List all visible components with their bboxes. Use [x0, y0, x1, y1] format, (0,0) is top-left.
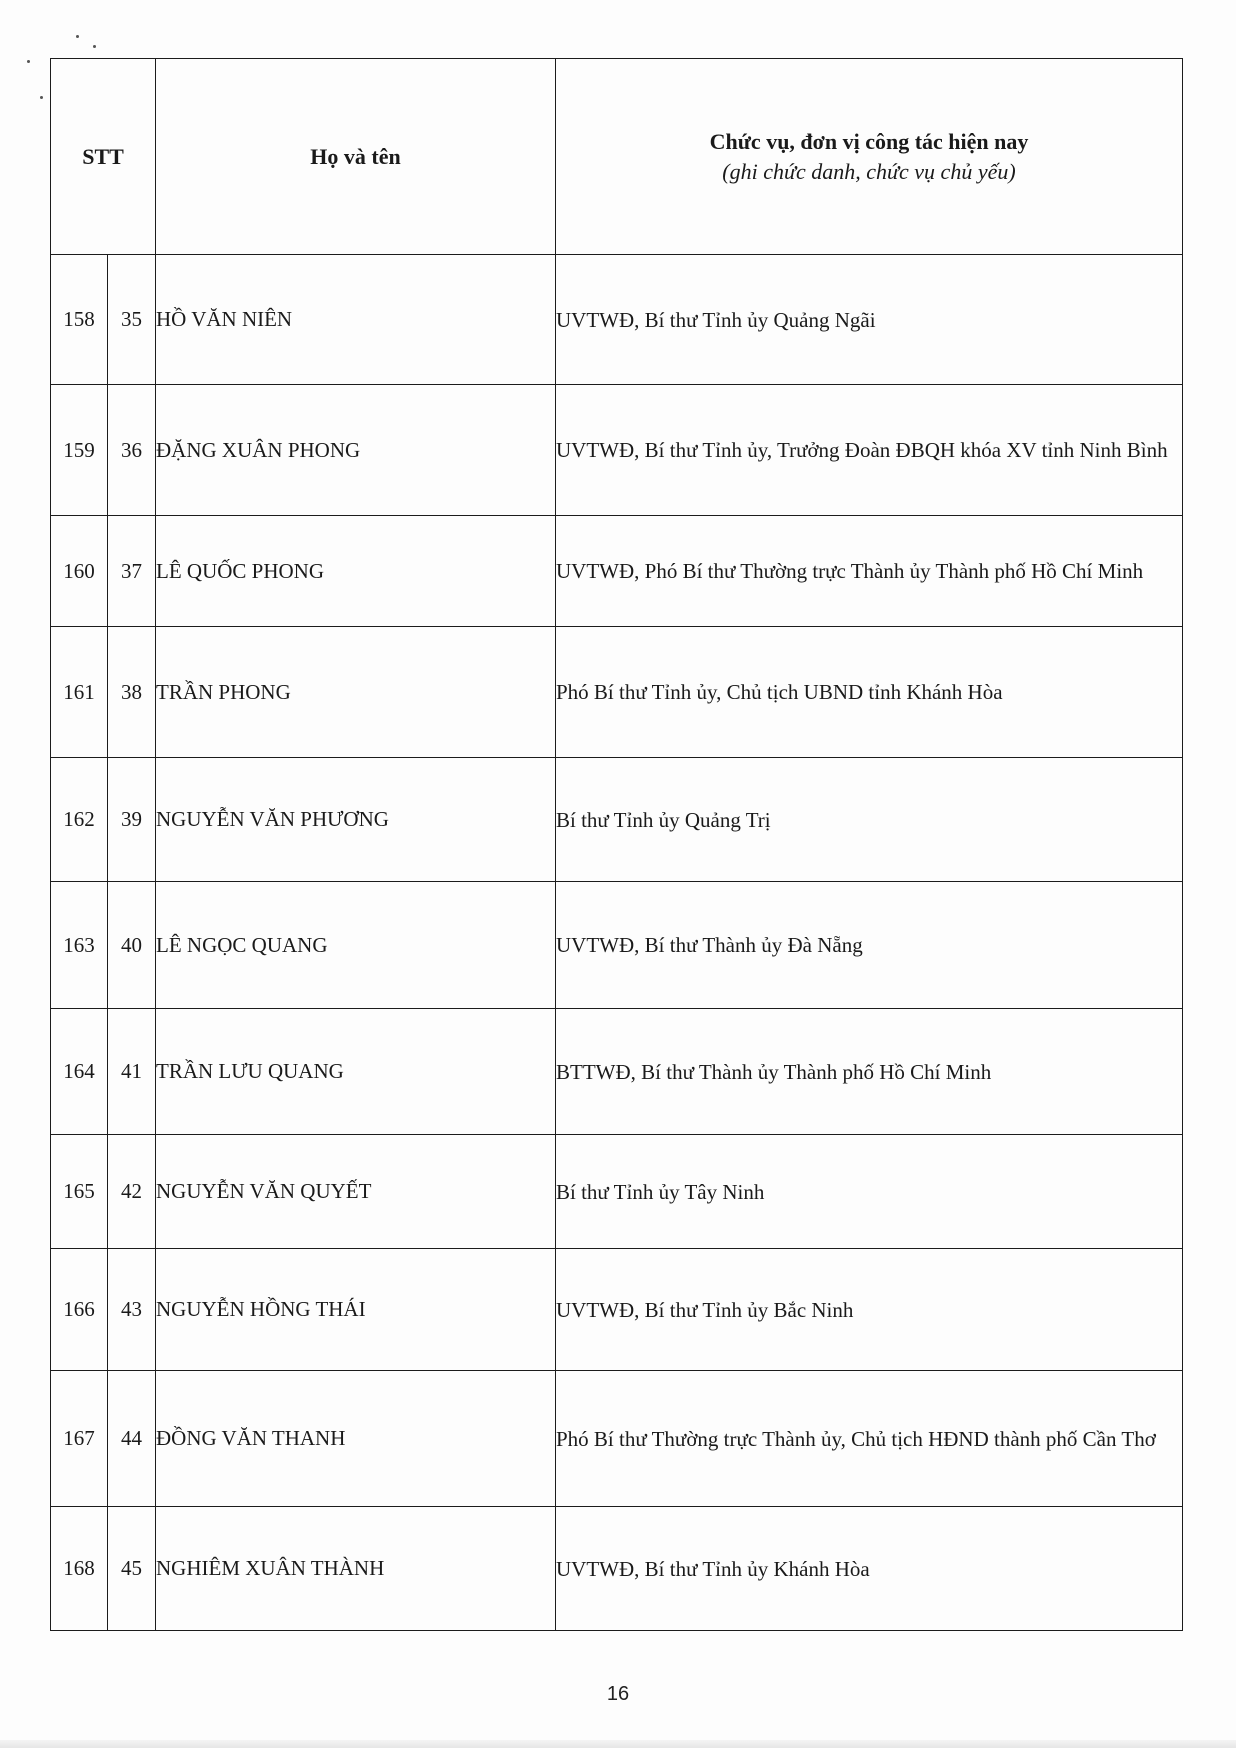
personnel-table — [50, 58, 1183, 1631]
table-row — [51, 882, 1183, 1009]
row-stt: 165 — [51, 1135, 108, 1249]
row-stt: 167 — [51, 1371, 108, 1507]
table-row — [51, 1507, 1183, 1631]
row-name: ĐỒNG VĂN THANH — [156, 1371, 556, 1507]
row-stt: 160 — [51, 516, 108, 627]
table-row — [51, 385, 1183, 516]
header-position — [556, 59, 1183, 255]
row-sub-number: 43 — [108, 1249, 156, 1371]
row-position: UVTWĐ, Bí thư Thành ủy Đà Nẵng — [556, 882, 1183, 1009]
row-position: UVTWĐ, Bí thư Tỉnh ủy Bắc Ninh — [556, 1249, 1183, 1371]
row-sub-number: 42 — [108, 1135, 156, 1249]
row-name: LÊ NGỌC QUANG — [156, 882, 556, 1009]
header-stt: STT — [51, 59, 156, 255]
row-position: UVTWĐ, Bí thư Tỉnh ủy Quảng Ngãi — [556, 255, 1183, 385]
scan-speck — [76, 35, 79, 38]
row-name: NGUYỄN VĂN PHƯƠNG — [156, 758, 556, 882]
row-position: UVTWĐ, Bí thư Tỉnh ủy, Trưởng Đoàn ĐBQH khóa XV tỉnh Ninh Bình — [556, 385, 1183, 516]
table-row — [51, 516, 1183, 627]
scan-speck — [93, 45, 96, 48]
row-stt: 166 — [51, 1249, 108, 1371]
row-name: TRẦN LƯU QUANG — [156, 1009, 556, 1135]
scan-speck — [40, 96, 43, 99]
table-row — [51, 1371, 1183, 1507]
row-name: ĐẶNG XUÂN PHONG — [156, 385, 556, 516]
row-sub-number: 44 — [108, 1371, 156, 1507]
row-sub-number: 45 — [108, 1507, 156, 1631]
row-stt: 159 — [51, 385, 108, 516]
row-position: UVTWĐ, Bí thư Tỉnh ủy Khánh Hòa — [556, 1507, 1183, 1631]
row-name: NGHIÊM XUÂN THÀNH — [156, 1507, 556, 1631]
row-position: Bí thư Tỉnh ủy Quảng Trị — [556, 758, 1183, 882]
row-sub-number: 40 — [108, 882, 156, 1009]
row-name: HỒ VĂN NIÊN — [156, 255, 556, 385]
row-position: Bí thư Tỉnh ủy Tây Ninh — [556, 1135, 1183, 1249]
row-stt: 162 — [51, 758, 108, 882]
table-header-row — [51, 59, 1183, 255]
row-sub-number: 41 — [108, 1009, 156, 1135]
row-position: Phó Bí thư Thường trực Thành ủy, Chủ tịch HĐND thành phố Cần Thơ — [556, 1371, 1183, 1507]
row-stt: 158 — [51, 255, 108, 385]
row-sub-number: 38 — [108, 627, 156, 758]
table-row — [51, 1135, 1183, 1249]
row-sub-number: 37 — [108, 516, 156, 627]
row-position: Phó Bí thư Tỉnh ủy, Chủ tịch UBND tỉnh Khánh Hòa — [556, 627, 1183, 758]
scan-bottom-edge — [0, 1740, 1236, 1748]
row-sub-number: 35 — [108, 255, 156, 385]
table-row — [51, 758, 1183, 882]
row-stt: 168 — [51, 1507, 108, 1631]
table-row — [51, 1009, 1183, 1135]
row-sub-number: 36 — [108, 385, 156, 516]
row-name: LÊ QUỐC PHONG — [156, 516, 556, 627]
table-row — [51, 1249, 1183, 1371]
row-stt: 164 — [51, 1009, 108, 1135]
row-name: NGUYỄN VĂN QUYẾT — [156, 1135, 556, 1249]
row-stt: 163 — [51, 882, 108, 1009]
header-position-note: (ghi chức danh, chức vụ chủ yếu) — [722, 158, 1016, 184]
header-position-title: Chức vụ, đơn vị công tác hiện nay — [709, 128, 1029, 154]
row-name: TRẦN PHONG — [156, 627, 556, 758]
row-stt: 161 — [51, 627, 108, 758]
table-row — [51, 255, 1183, 385]
row-position: BTTWĐ, Bí thư Thành ủy Thành phố Hồ Chí Minh — [556, 1009, 1183, 1135]
scan-speck — [27, 60, 30, 63]
table-row — [51, 627, 1183, 758]
row-position: UVTWĐ, Phó Bí thư Thường trực Thành ủy Thành phố Hồ Chí Minh — [556, 516, 1183, 627]
header-name: Họ và tên — [156, 59, 556, 255]
row-sub-number: 39 — [108, 758, 156, 882]
page-number: 16 — [606, 1683, 630, 1705]
row-name: NGUYỄN HỒNG THÁI — [156, 1249, 556, 1371]
